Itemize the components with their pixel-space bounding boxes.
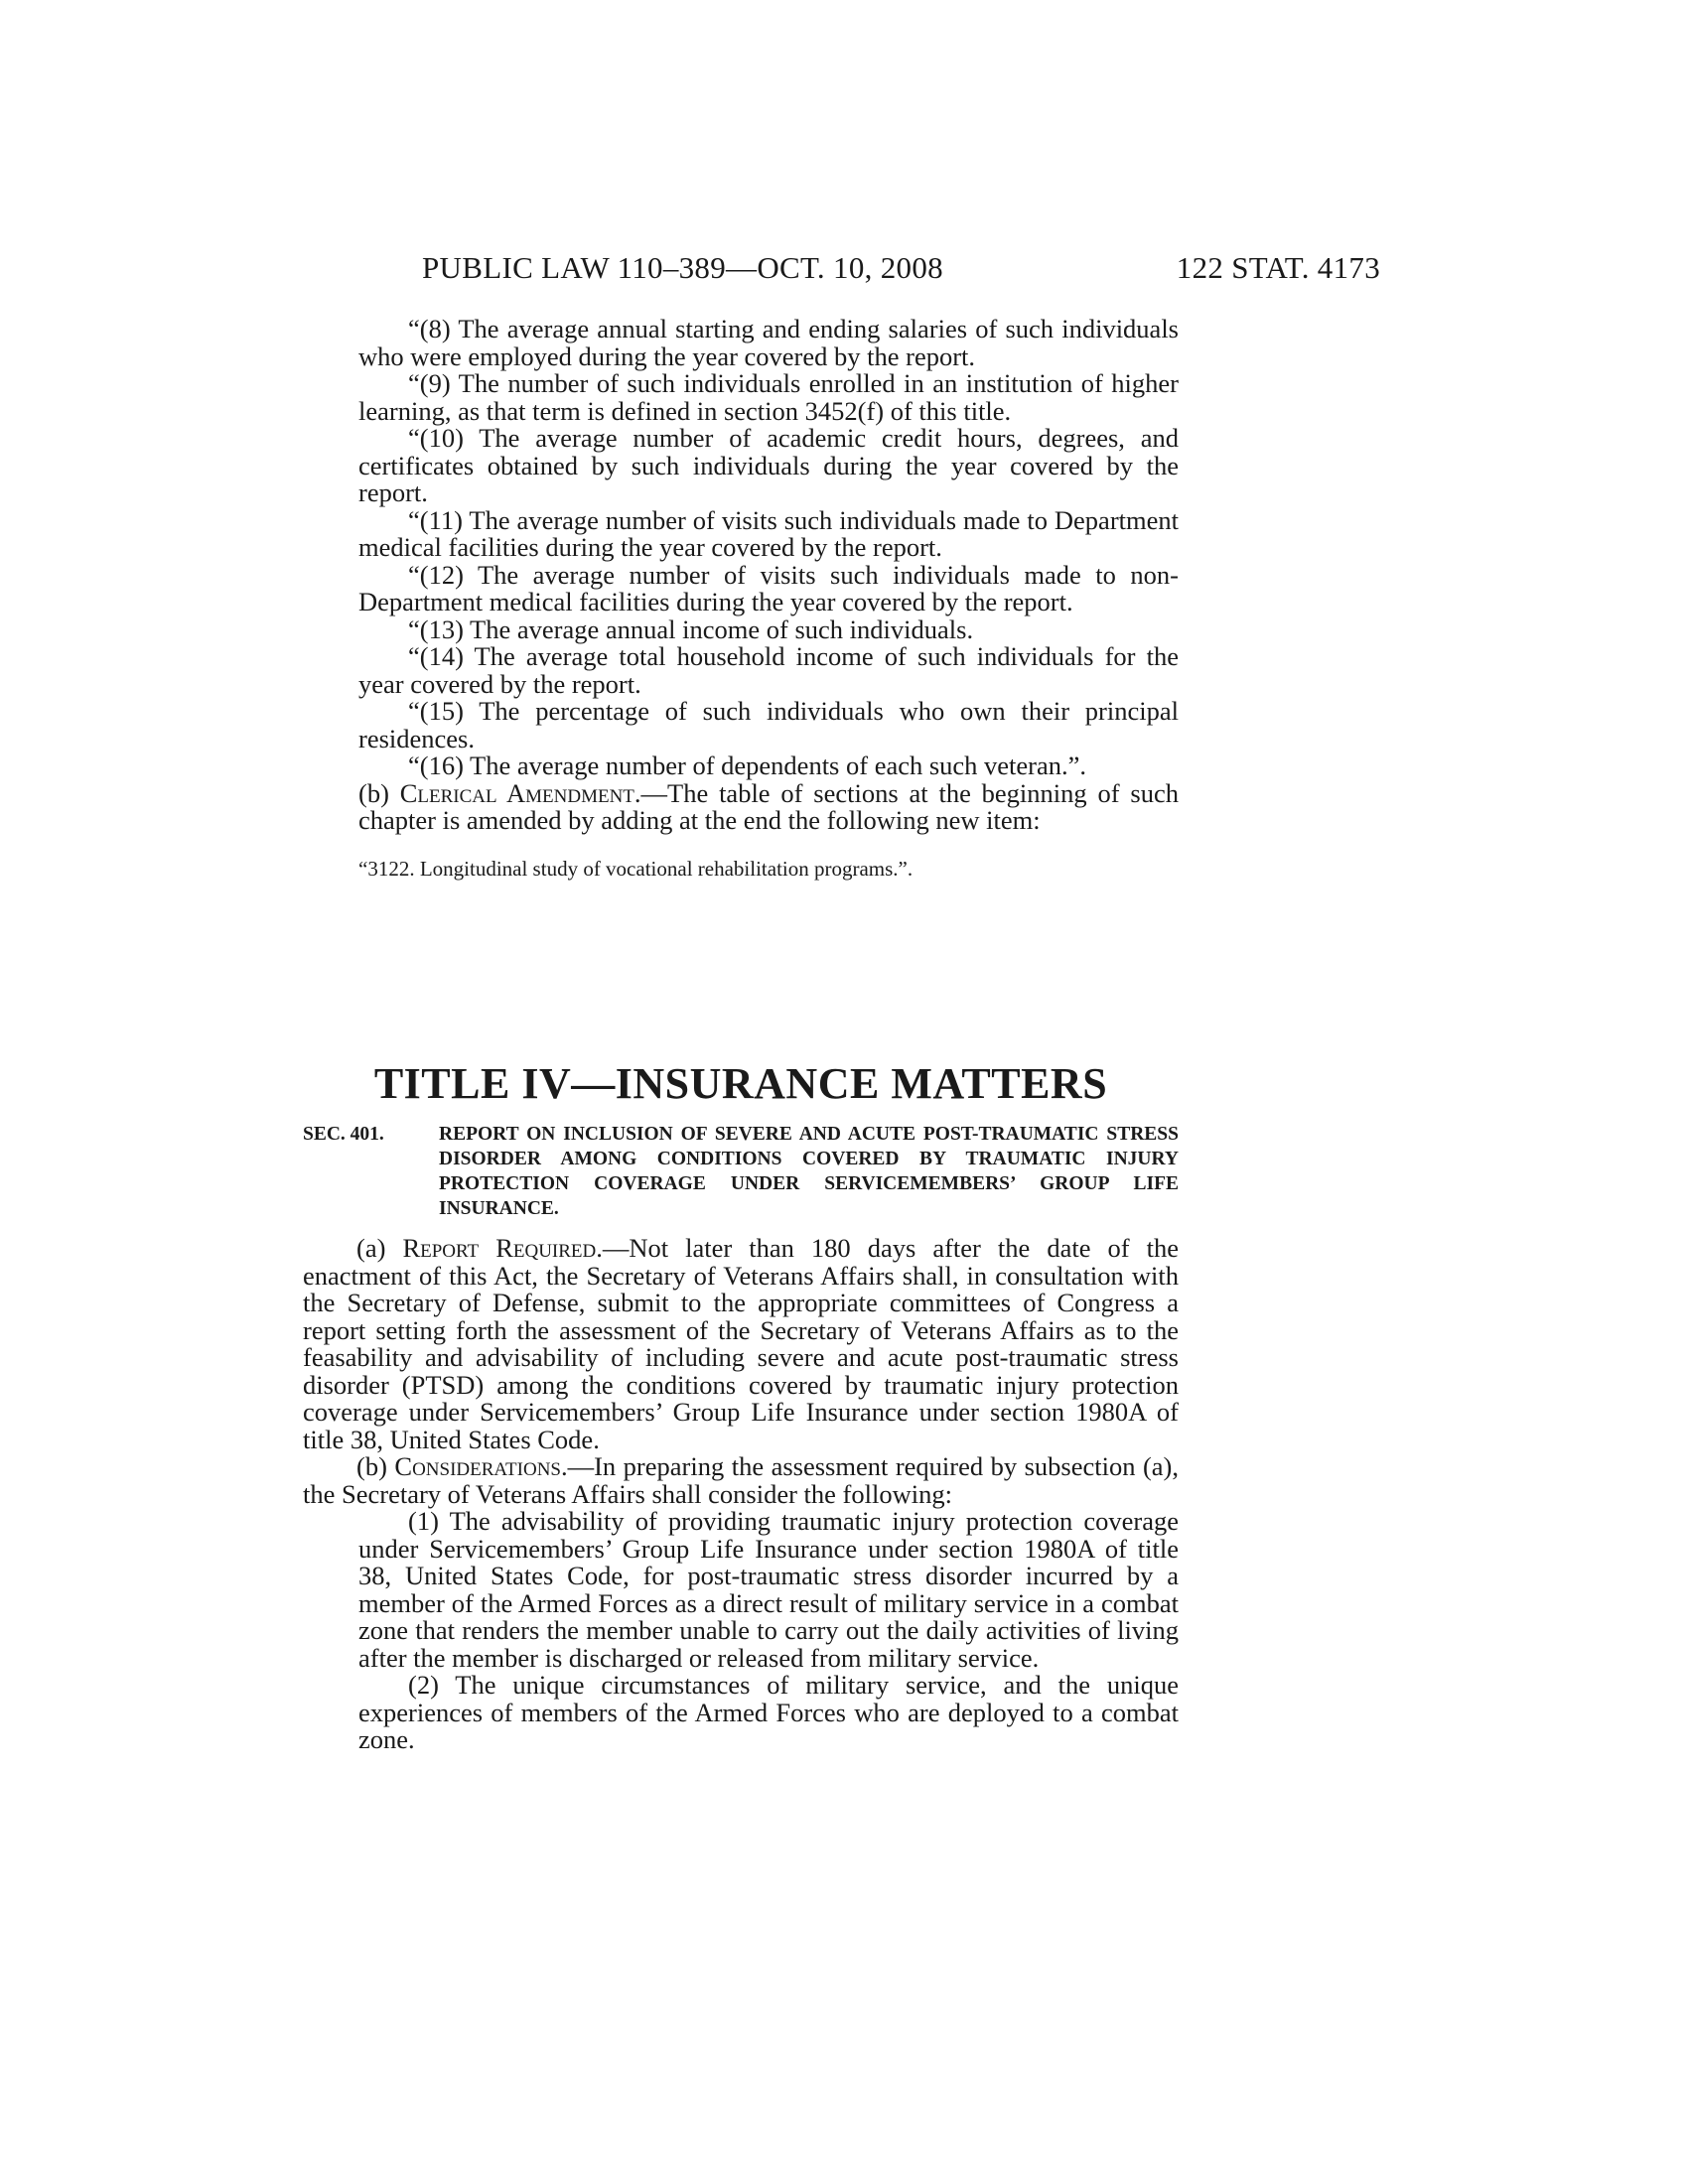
section-block <box>303 1122 1179 1754</box>
list-item: “(8) The average annual starting and ending salaries of such individuals who were employed during the year covered by the report. <box>358 314 1179 371</box>
subsection-a-prefix: (a) <box>356 1233 403 1263</box>
list-item: “(14) The average total household income of such individuals for the year covered by the report. <box>358 641 1179 699</box>
subsection-a-label: Report Required <box>402 1233 597 1263</box>
list-item: “(15) The percentage of such individuals who own their principal residences. <box>358 696 1179 753</box>
clerical-amendment <box>303 777 1179 835</box>
section-title: REPORT ON INCLUSION OF SEVERE AND ACUTE POST-TRAUMATIC STRESS DISORDER AMONG CONDITIONS COVERED BY TRAUMATIC INJURY PROTECTION COVERAGE UNDER SERVICEMEMBERS’ GROUP LIFE INSURANCE. <box>439 1124 1179 1219</box>
running-header <box>298 250 1380 294</box>
header-law-citation: PUBLIC LAW 110–389—OCT. 10, 2008 <box>422 250 943 285</box>
subsection-a <box>303 1235 1179 1453</box>
table-of-sections-item: “3122. Longitudinal study of vocational rehabilitation programs.”. <box>358 856 914 881</box>
list-item: “(12) The average number of visits such individuals made to non-Department medical facilities during the year covered by the report. <box>358 559 1179 616</box>
considerations-list <box>303 1508 1179 1754</box>
list-item: (2) The unique circumstances of military service, and the unique experiences of members of the Armed Forces who are deployed to a combat zone. <box>358 1670 1179 1754</box>
header-stat-page: 122 STAT. 4173 <box>1176 250 1380 285</box>
list-item: “(13) The average annual income of such individuals. <box>408 614 974 644</box>
list-item: “(9) The number of such individuals enrolled in an institution of higher learning, as that term is defined in section 3452(f) of this title. <box>358 368 1179 426</box>
list-item: “(11) The average number of visits such individuals made to Department medical facilities during the year covered by the report. <box>358 504 1179 562</box>
subsection-b <box>303 1453 1179 1508</box>
clerical-text: .—The table of sections at the beginning of such chapter is amended by adding at the end the following new item: <box>358 777 1179 835</box>
clerical-prefix: (b) <box>358 777 400 808</box>
section-heading <box>303 1122 1179 1221</box>
list-item: “(10) The average number of academic credit hours, degrees, and certificates obtained by such individuals during the year covered by the report. <box>358 423 1179 507</box>
list-item: “(16) The average number of dependents of each such veteran.”. <box>408 751 1087 780</box>
subsection-b-prefix: (b) <box>356 1451 395 1481</box>
body-column <box>303 316 1179 881</box>
clerical-label: Clerical Amendment <box>399 777 634 808</box>
title-heading: TITLE IV—INSURANCE MATTERS <box>373 1059 1108 1108</box>
subsection-b-text: .—In preparing the assessment required by subsection (a), the Secretary of Veterans Affairs shall consider the following: <box>303 1451 1179 1509</box>
list-item: (1) The advisability of providing traumatic injury protection coverage under Servicemembers’ Group Life Insurance under section 1980A of title 38, United States Code, for post-traumatic stress disorder incurred by a member of the Armed Forces as a direct result of military service in a combat zone that renders the member unable to carry out the daily activities of living after the member is discharged or released from military service. <box>358 1506 1179 1673</box>
subsection-b-label: Considerations <box>394 1451 561 1481</box>
quoted-list <box>303 316 1179 780</box>
section-number: SEC. 401. <box>303 1124 384 1145</box>
subsection-a-text: .—Not later than 180 days after the date of the enactment of this Act, the Secretary of Veterans Affairs shall, in consultation with the Secretary of Defense, submit to the appropriate committees of Congress a report setting forth the assessment of the Secretary of Veterans Affairs as to the feasability and advisability of including severe and acute post-traumatic stress disorder (PTSD) among the conditions covered by traumatic injury protection coverage under Servicemembers’ Group Life Insurance under section 1980A of title 38, United States Code. <box>303 1233 1179 1454</box>
